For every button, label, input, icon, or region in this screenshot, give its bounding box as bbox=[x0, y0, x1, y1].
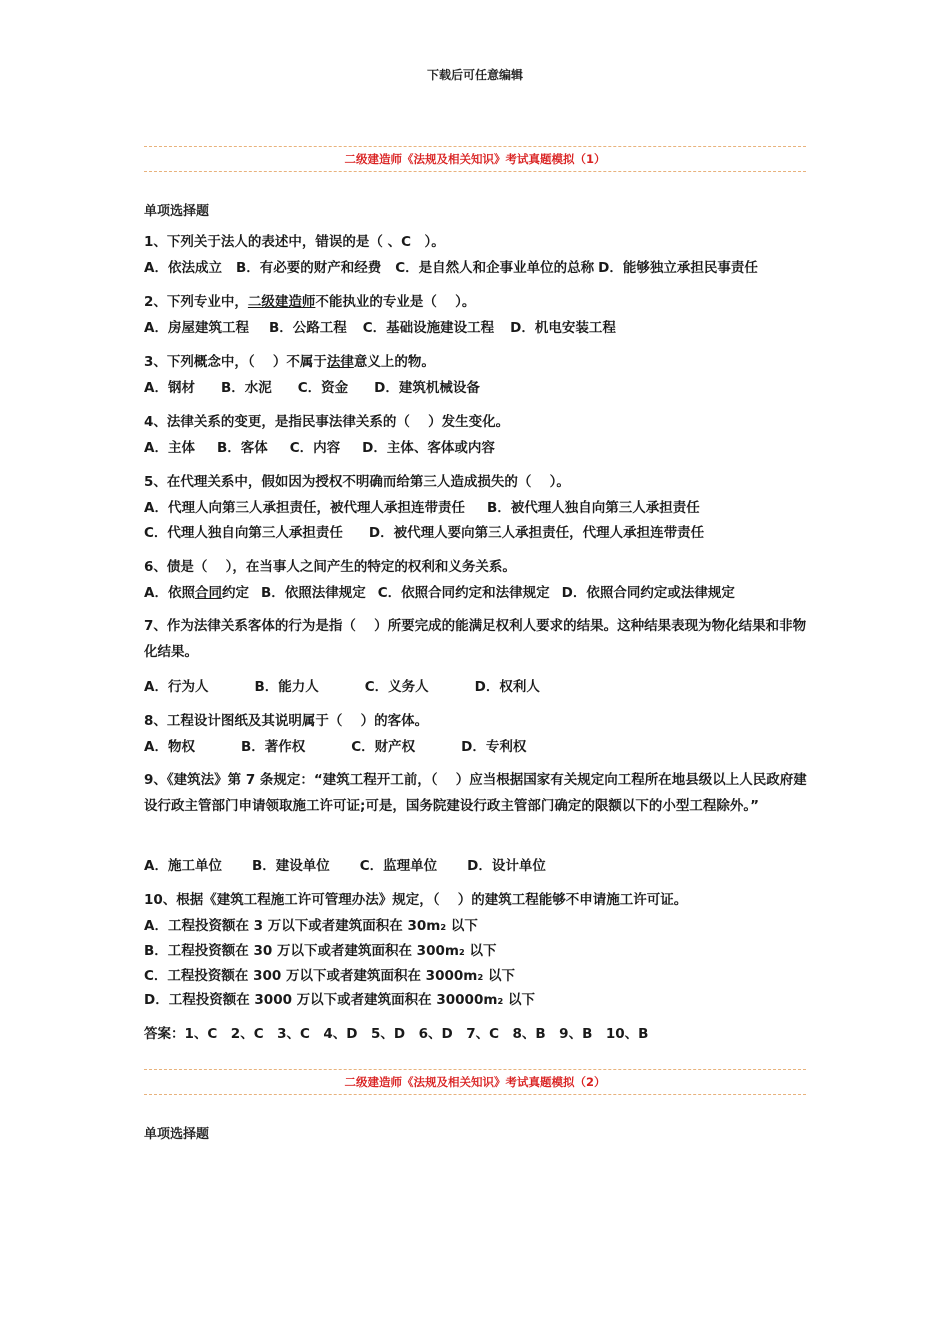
stem-text: 2、下列专业中， bbox=[144, 294, 248, 310]
option: C．财产权 bbox=[351, 739, 416, 755]
option: C．依照合同约定和法律规定 bbox=[377, 585, 550, 601]
question-10-stem: 10、根据《建筑工程施工许可管理办法》规定，（ ）的建筑工程能够不申请施工许可证。 bbox=[144, 892, 688, 908]
question-10-option-b: B．工程投资额在 30 万以下或者建筑面积在 300m₂ 以下 bbox=[144, 943, 497, 959]
underlined-term: 二级建造师 bbox=[247, 294, 316, 310]
option: B．依照法律规定 bbox=[260, 585, 366, 601]
section-label: 单项选择题 bbox=[144, 204, 210, 219]
stem-text: 3、下列概念中，（ ）不属于 bbox=[144, 354, 327, 370]
option bbox=[144, 585, 249, 601]
option: D．设计单位 bbox=[467, 858, 546, 874]
question-10-option-a: A．工程投资额在 3 万以下或者建筑面积在 30m₂ 以下 bbox=[144, 918, 478, 934]
exam-banner-1 bbox=[144, 146, 806, 172]
question-5-options-row-2 bbox=[144, 525, 808, 541]
option-text: A．依照 bbox=[144, 585, 195, 601]
dashed-divider bbox=[144, 1094, 806, 1095]
option: D．被代理人要向第三人承担责任，代理人承担连带责任 bbox=[368, 525, 705, 541]
underlined-term: 合同 bbox=[194, 585, 222, 601]
option: D．权利人 bbox=[474, 679, 540, 695]
question-3-options bbox=[144, 380, 808, 396]
question-6-stem: 6、债是（ ），在当事人之间产生的特定的权利和义务关系。 bbox=[144, 559, 516, 575]
question-4-options bbox=[144, 440, 808, 456]
underlined-term: 法律 bbox=[326, 354, 354, 370]
question-8-options bbox=[144, 739, 808, 755]
stem-text: 不能执业的专业是（ ）。 bbox=[315, 294, 476, 310]
option: C．基础设施建设工程 bbox=[362, 320, 495, 336]
option: B．能力人 bbox=[254, 679, 319, 695]
option: B．公路工程 bbox=[268, 320, 347, 336]
question-7-options bbox=[144, 679, 808, 695]
question-3-stem bbox=[144, 354, 808, 370]
question-9-stem: 9、《建筑法》第 7 条规定：“建筑工程开工前，（ ）应当根据国家有关规定向工程所在地县级以上人民政府建设行政主管部门申请领取施工许可证;可是，国务院建设行政主管部门确定的限额以下的小型工程除外。” bbox=[144, 772, 807, 814]
section-label-2: 单项选择题 bbox=[144, 1127, 210, 1142]
question-1-stem: 1、下列关于法人的表述中，错误的是（ 、C ）。 bbox=[144, 234, 445, 250]
dashed-divider bbox=[144, 171, 806, 172]
option: D．建筑机械设备 bbox=[374, 380, 480, 396]
question-4-stem: 4、法律关系的变更，是指民事法律关系的（ ）发生变化。 bbox=[144, 414, 510, 430]
question-2-stem bbox=[144, 294, 808, 310]
option: B．有必要的财产和经费 bbox=[235, 260, 382, 276]
option: D．机电安装工程 bbox=[510, 320, 616, 336]
option: D．依照合同约定或法律规定 bbox=[561, 585, 735, 601]
option-text: 约定 bbox=[221, 585, 249, 601]
question-5-stem: 5、在代理关系中，假如因为授权不明确而给第三人造成损失的（ ）。 bbox=[144, 474, 570, 490]
option: A．行为人 bbox=[144, 679, 209, 695]
option: D．能够独立承担民事责任 bbox=[598, 260, 758, 276]
option: C．资金 bbox=[297, 380, 349, 396]
stem-text: 意义上的物。 bbox=[353, 354, 435, 370]
question-1-options bbox=[144, 260, 808, 276]
option: A．房屋建筑工程 bbox=[144, 320, 249, 336]
header-note: 下载后可任意编辑 bbox=[426, 68, 523, 82]
option: C．义务人 bbox=[364, 679, 429, 695]
question-10-option-d: D．工程投资额在 3000 万以下或者建筑面积在 30000m₂ 以下 bbox=[144, 992, 536, 1008]
dashed-divider bbox=[144, 146, 806, 147]
option: C．内容 bbox=[289, 440, 341, 456]
question-7-stem: 7、作为法律关系客体的行为是指（ ）所要完成的能满足权利人要求的结果。这种结果表现为物化结果和非物化结果。 bbox=[144, 618, 807, 660]
question-5-options-row-1 bbox=[144, 500, 808, 516]
option: A．主体 bbox=[144, 440, 195, 456]
exam-title-2: 二级建造师《法规及相关知识》考试真题模拟（2） bbox=[344, 1075, 606, 1089]
option: A．钢材 bbox=[144, 380, 195, 396]
option: A．代理人向第三人承担责任，被代理人承担连带责任 bbox=[144, 500, 465, 516]
option: C．是自然人和企事业单位的总称 bbox=[395, 260, 595, 276]
exam-title-1: 二级建造师《法规及相关知识》考试真题模拟（1） bbox=[344, 152, 606, 166]
question-6-options bbox=[144, 585, 808, 601]
question-2-options bbox=[144, 320, 808, 336]
option: B．被代理人独自向第三人承担责任 bbox=[486, 500, 700, 516]
option: D．主体、客体或内容 bbox=[362, 440, 495, 456]
option: B．水泥 bbox=[220, 380, 272, 396]
question-9-options bbox=[144, 858, 808, 874]
question-10-option-c: C．工程投资额在 300 万以下或者建筑面积在 3000m₂ 以下 bbox=[144, 968, 515, 984]
question-8-stem: 8、工程设计图纸及其说明属于（ ）的客体。 bbox=[144, 713, 429, 729]
option: B．建设单位 bbox=[251, 858, 330, 874]
answer-key: 答案：1、C 2、C 3、C 4、D 5、D 6、D 7、C 8、B 9、B 10、B bbox=[144, 1026, 649, 1042]
option: C．监理单位 bbox=[359, 858, 438, 874]
option: D．专利权 bbox=[461, 739, 527, 755]
option: B．著作权 bbox=[240, 739, 306, 755]
dashed-divider bbox=[144, 1069, 806, 1070]
exam-banner-2 bbox=[144, 1069, 806, 1095]
option: A．施工单位 bbox=[144, 858, 222, 874]
option: C．代理人独自向第三人承担责任 bbox=[144, 525, 343, 541]
option: A．依法成立 bbox=[144, 260, 222, 276]
option: B．客体 bbox=[216, 440, 268, 456]
option: A．物权 bbox=[144, 739, 195, 755]
